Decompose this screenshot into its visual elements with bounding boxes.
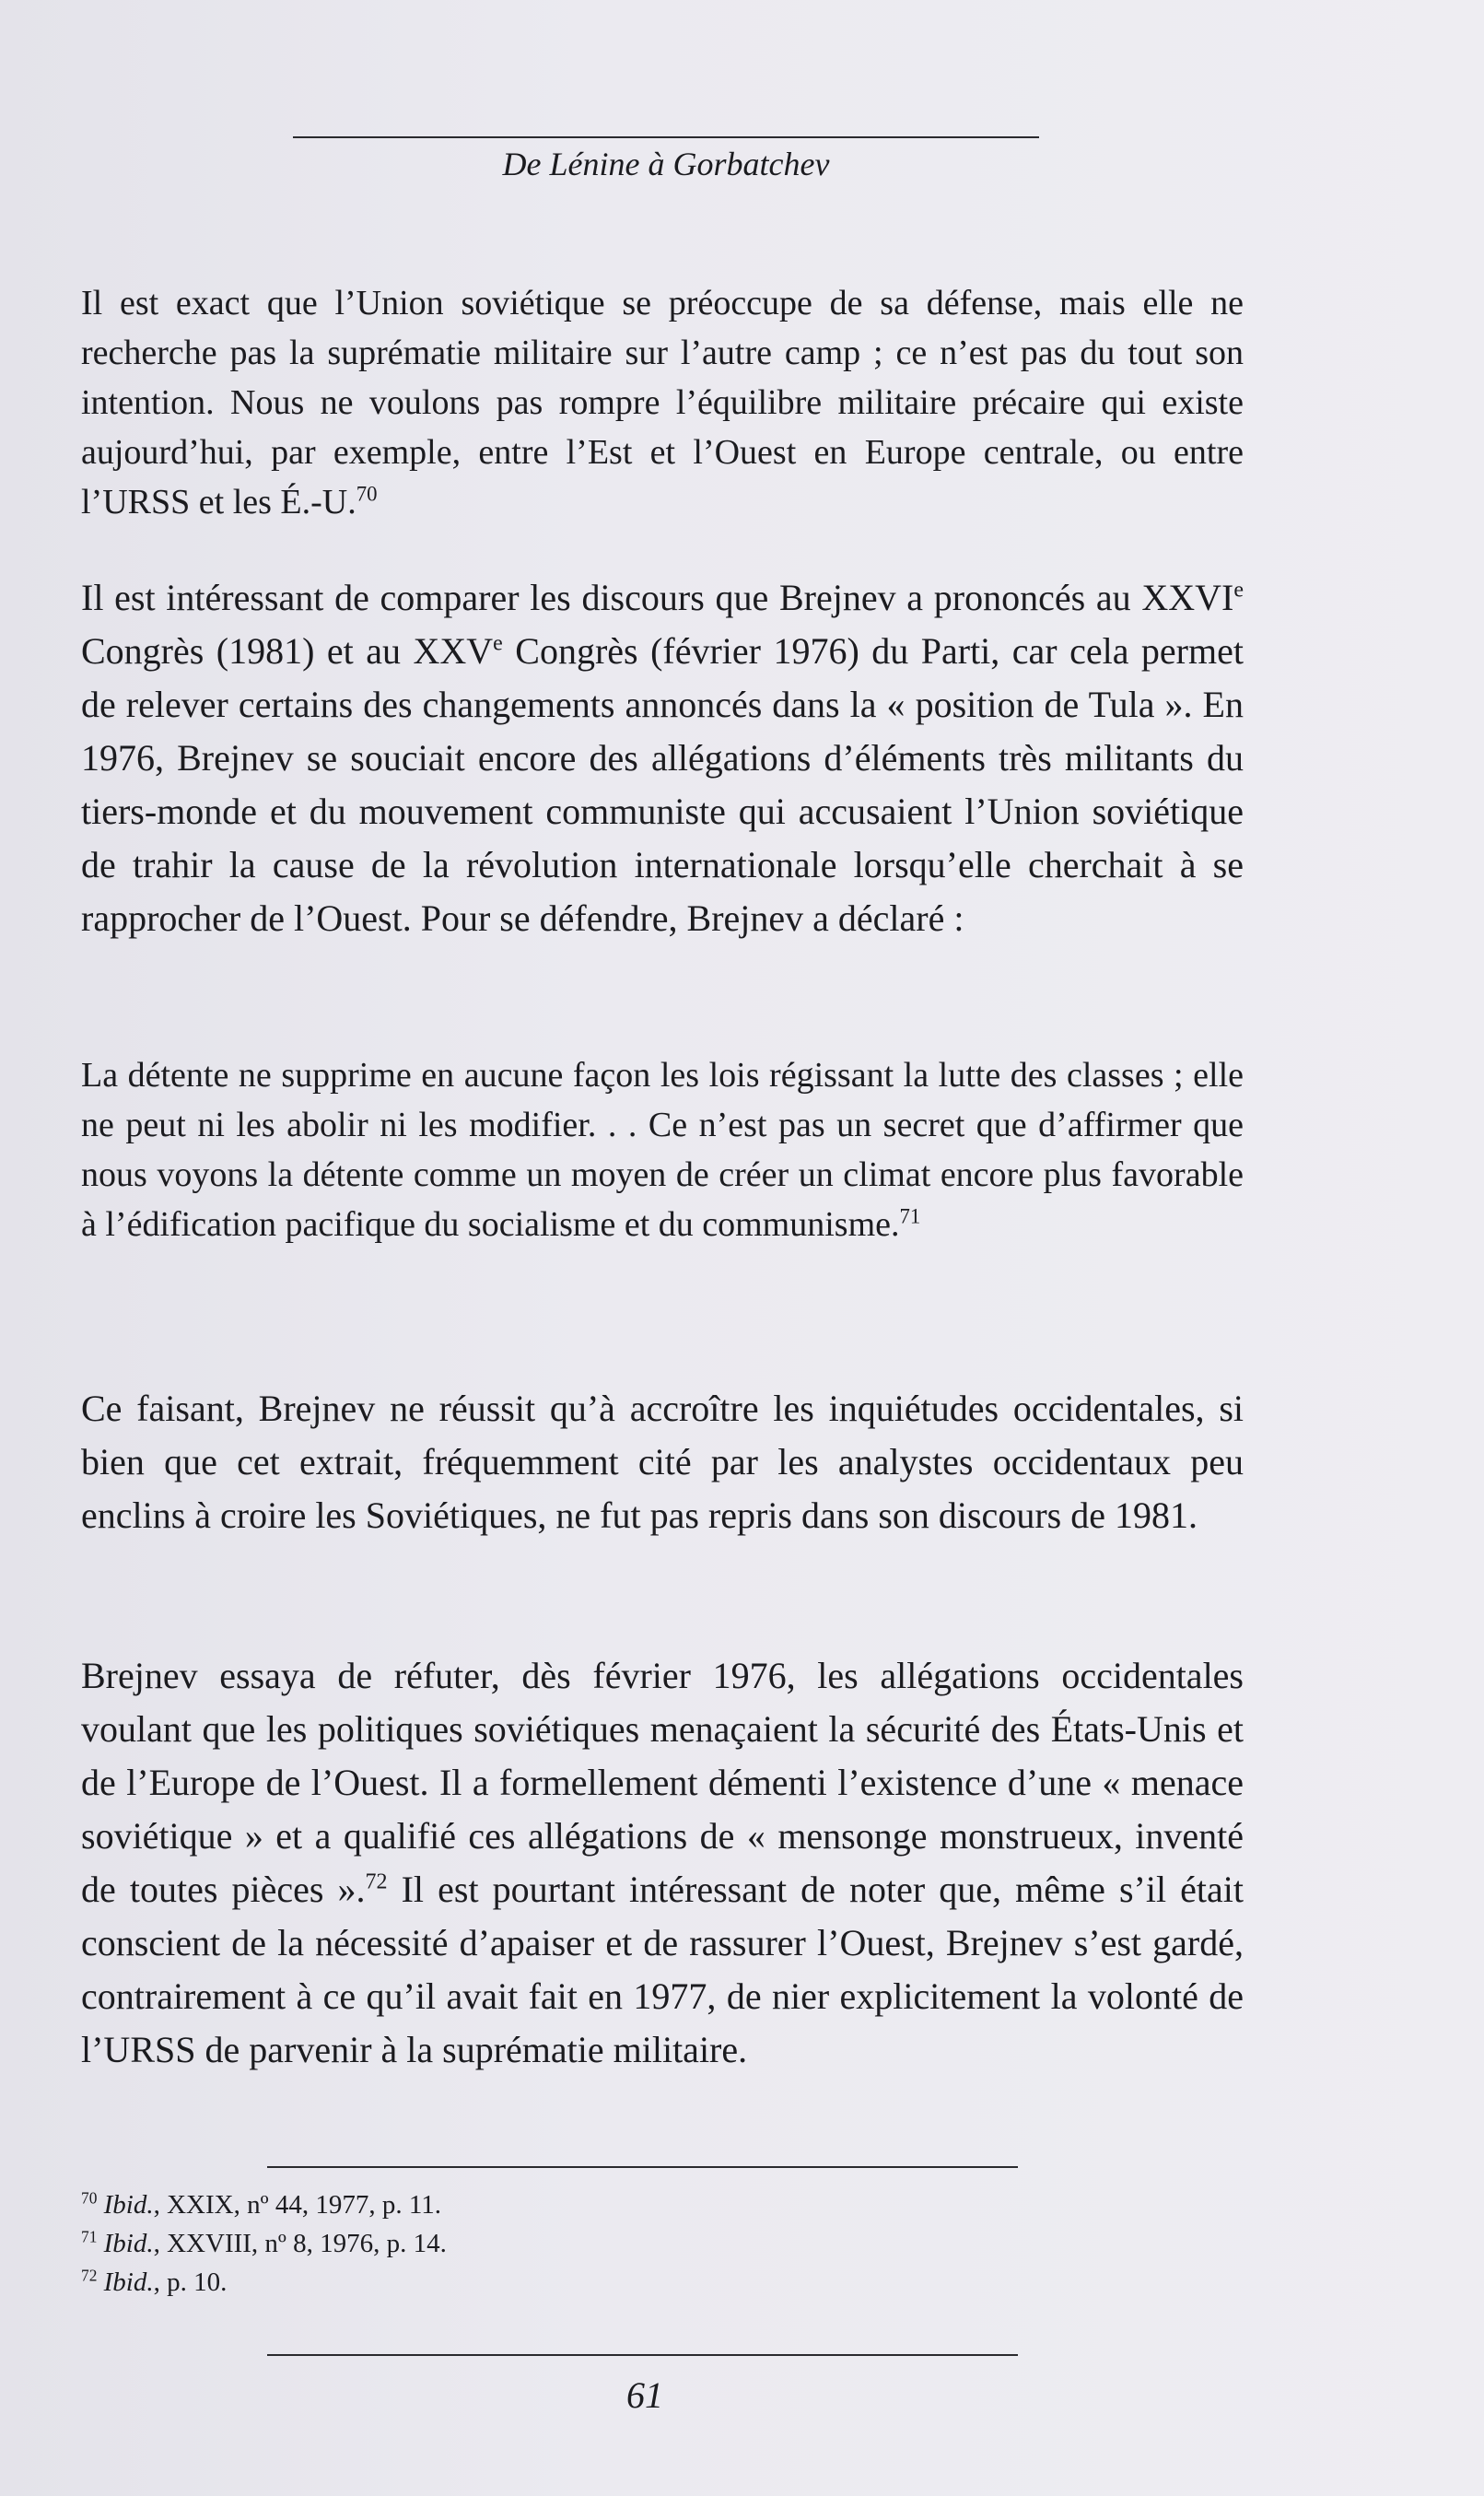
footnote-71: $^{71}$ Ibid., XXVIII, nº 8, 1976, p. 14. <box>81 2227 447 2258</box>
quote-1-text: Il est exact que l’Union soviétique se préoccupe de sa défense, mais elle ne recherche pas la suprématie militaire sur l’autre camp ; ce n’est pas du tout son intention. Nous ne voulons pas rompre l’équilibre militaire précaire qui existe aujourd’hui, par exemple, entre l’Est et l’Ouest en Europe centrale, ou entre l’URSS et les É.-U. <box>81 284 1244 521</box>
paragraph-1-text: Il est intéressant de comparer les discours que Brejnev a prononcés au XXVI <box>81 577 1234 618</box>
ordinal-suffix: e <box>1233 578 1244 603</box>
ordinal-suffix: e <box>493 631 503 656</box>
footnote-rule <box>267 2166 1018 2168</box>
footnote-72: $^{72}$ Ibid., p. 10. <box>81 2266 228 2297</box>
footnote-ref-70: 70 <box>356 482 378 506</box>
footnotes <box>81 2185 1002 2302</box>
footnote-70: $^{70}$ Ibid., XXIX, nº 44, 1977, p. 11. <box>81 2188 442 2220</box>
page-number: 61 <box>626 2374 663 2416</box>
paragraph-2 <box>81 1382 1244 1542</box>
bottom-rule <box>267 2354 1018 2356</box>
footnote-ref-72: 72 <box>365 1869 388 1894</box>
block-quote-2 <box>81 1050 1244 1249</box>
footnote-ref-71: 71 <box>899 1204 921 1228</box>
quote-2-text: La détente ne supprime en aucune façon les lois régissant la lutte des classes ; elle ne peut ni les abolir ni les modifier. . . Ce n’est pas un secret que d’affirmer que nous voyons la détente comme un moyen de créer un climat encore plus favorable à l’édification pacifique du socialisme et du communisme. <box>81 1056 1244 1244</box>
paragraph-3 <box>81 1649 1244 2077</box>
paragraph-3-text: Il est pourtant intéressant de noter que, même s’il était conscient de la nécessité d’apaiser et de rassurer l’Ouest, Brejnev s’est gardé, contrairement à ce qu’il avait fait en 1977, de nier explicitement la volonté de l’URSS de parvenir à la suprématie militaire. <box>81 1869 1244 2070</box>
paragraph-1-text: Congrès (février 1976) du Parti, car cela permet de relever certains des changements annoncés dans la « position de Tula ». En 1976, Brejnev se souciait encore des allégations d’éléments très militants du tiers-monde et du mouvement communiste qui accusaient l’Union soviétique de trahir la cause de la révolution internationale lorsqu’elle cherchait à se rapprocher de l’Ouest. Pour se défendre, Brejnev a déclaré : <box>81 630 1244 939</box>
paragraph-1 <box>81 571 1244 945</box>
paragraph-1-text: Congrès (1981) et au XXV <box>81 630 494 672</box>
paragraph-3-text: Brejnev essaya de réfuter, dès février 1976, les allégations occidentales voulant que les politiques soviétiques menaçaient la sécurité des États-Unis et de l’Europe de l’Ouest. Il a formellement démenti l’existence d’une « menace soviétique » et a qualifié ces allégations de « mensonge monstrueux, inventé de toutes pièces ». <box>81 1655 1244 1910</box>
running-head: De Lénine à Gorbatchev <box>502 146 830 182</box>
block-quote-1 <box>81 278 1244 527</box>
paragraph-2-text: Ce faisant, Brejnev ne réussit qu’à accroître les inquiétudes occidentales, si bien que cet extrait, fréquemment cité par les analystes occidentaux peu enclins à croire les Soviétiques, ne fut pas repris dans son discours de 1981. <box>81 1388 1244 1536</box>
